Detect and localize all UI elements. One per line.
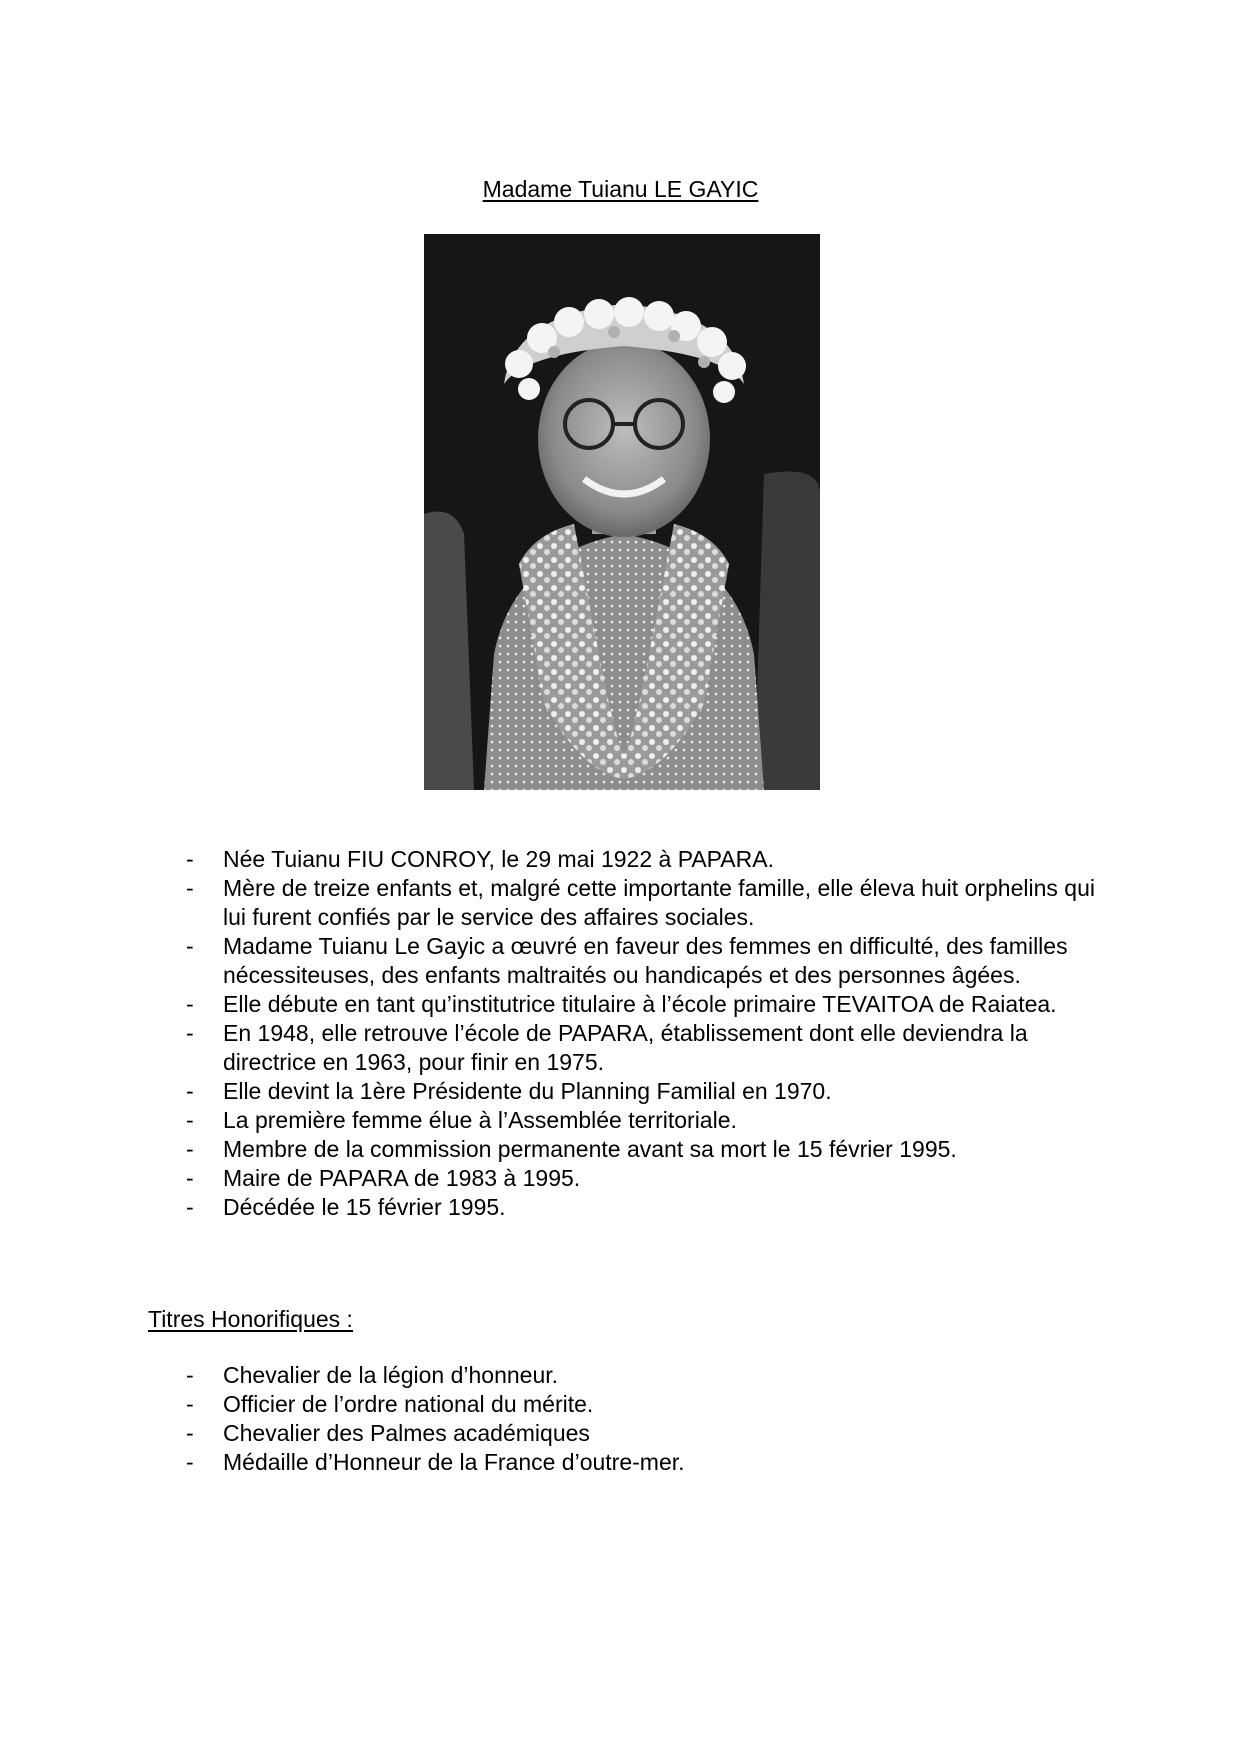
list-item: - Chevalier de la légion d’honneur.	[186, 1362, 559, 1388]
bullet-dash: -	[186, 1078, 194, 1104]
bullet-dash: -	[186, 1020, 194, 1046]
bullet-dash: -	[186, 933, 194, 959]
list-item: - Chevalier des Palmes académiques	[186, 1420, 590, 1446]
list-item: - En 1948, elle retrouve l’école de PAPARA, établissement dont elle deviendra la directrice en 1963, pour finir en 1975.	[186, 1020, 1028, 1075]
bullet-dash: -	[186, 1391, 194, 1417]
list-item: - Née Tuianu FIU CONROY, le 29 mai 1922 à PAPARA.	[186, 846, 774, 872]
bullet-dash: -	[186, 1194, 194, 1220]
bullet-dash: -	[186, 1362, 194, 1388]
bullet-dash: -	[186, 846, 194, 872]
list-item: - Mère de treize enfants et, malgré cette importante famille, elle éleva huit orphelins qui lui furent confiés par le service des affaires sociales.	[186, 875, 1095, 930]
list-item: - Décédée le 15 février 1995.	[186, 1194, 506, 1220]
page-title: Madame Tuianu LE GAYIC	[482, 176, 759, 202]
list-item: - Maire de PAPARA de 1983 à 1995.	[186, 1165, 581, 1191]
bullet-dash: -	[186, 1136, 194, 1162]
list-item: - Officier de l’ordre national du mérite.	[186, 1391, 594, 1417]
bullet-dash: -	[186, 1420, 194, 1446]
list-item: - La première femme élue à l’Assemblée territoriale.	[186, 1107, 737, 1133]
biography-list	[0, 845, 1095, 1222]
list-item: - Elle devint la 1ère Présidente du Planning Familial en 1970.	[186, 1078, 832, 1104]
list-item: - Médaille d’Honneur de la France d’outre-mer.	[186, 1449, 685, 1475]
bullet-dash: -	[186, 1107, 194, 1133]
list-item: - Elle débute en tant qu’institutrice titulaire à l’école primaire TEVAITOA de Raiatea.	[186, 991, 1057, 1017]
bullet-dash: -	[186, 991, 194, 1017]
bullet-dash: -	[186, 1165, 194, 1191]
bullet-dash: -	[186, 875, 194, 901]
honors-heading: Titres Honorifiques :	[148, 1306, 353, 1332]
honors-list	[0, 1361, 1095, 1477]
list-item: - Membre de la commission permanente avant sa mort le 15 février 1995.	[186, 1136, 957, 1162]
bullet-dash: -	[186, 1449, 194, 1475]
portrait-photo	[424, 234, 820, 790]
list-item: - Madame Tuianu Le Gayic a œuvré en faveur des femmes en difficulté, des familles nécessiteuses, des enfants maltraités ou handicapés et des personnes âgées.	[186, 933, 1068, 988]
